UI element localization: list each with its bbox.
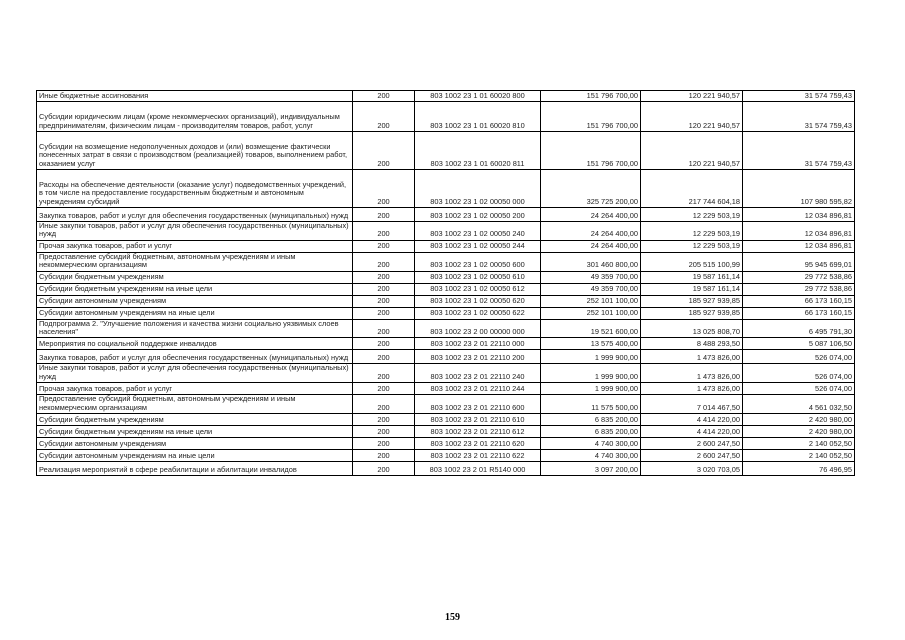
cell-line-code: 200 xyxy=(353,271,415,283)
cell-line-code: 200 xyxy=(353,426,415,438)
cell-unexecuted-amount: 12 034 896,81 xyxy=(743,240,855,252)
cell-name: Предоставление субсидий бюджетным, автономным учреждениям и иным некоммерческим организациям xyxy=(37,395,353,414)
cell-line-code: 200 xyxy=(353,462,415,476)
cell-budget-code: 803 1002 23 1 02 00050 620 xyxy=(415,295,541,307)
cell-unexecuted-amount: 526 074,00 xyxy=(743,364,855,383)
cell-line-code: 200 xyxy=(353,208,415,222)
cell-name: Расходы на обеспечение деятельности (оказание услуг) подведомственных учреждений, в том числе на предоставление государственным бюджетным и автономным учреждениям субсидий xyxy=(37,170,353,208)
cell-unexecuted-amount: 66 173 160,15 xyxy=(743,307,855,319)
cell-executed-amount: 120 221 940,57 xyxy=(641,132,743,170)
cell-budget-code: 803 1002 23 1 02 00050 240 xyxy=(415,222,541,241)
cell-executed-amount: 120 221 940,57 xyxy=(641,102,743,132)
cell-unexecuted-amount: 2 420 980,00 xyxy=(743,426,855,438)
cell-executed-amount: 3 020 703,05 xyxy=(641,462,743,476)
cell-line-code: 200 xyxy=(353,307,415,319)
cell-line-code: 200 xyxy=(353,395,415,414)
table-row xyxy=(37,208,855,222)
cell-approved-amount: 151 796 700,00 xyxy=(541,132,641,170)
cell-name: Прочая закупка товаров, работ и услуг xyxy=(37,240,353,252)
cell-approved-amount: 1 999 900,00 xyxy=(541,383,641,395)
table-row xyxy=(37,319,855,338)
cell-budget-code: 803 1002 23 2 01 22110 000 xyxy=(415,338,541,350)
cell-line-code: 200 xyxy=(353,132,415,170)
cell-executed-amount: 19 587 161,14 xyxy=(641,283,743,295)
cell-executed-amount: 1 473 826,00 xyxy=(641,350,743,364)
cell-name: Субсидии автономным учреждениям на иные цели xyxy=(37,307,353,319)
cell-approved-amount: 1 999 900,00 xyxy=(541,350,641,364)
cell-line-code: 200 xyxy=(353,295,415,307)
cell-unexecuted-amount: 76 496,95 xyxy=(743,462,855,476)
cell-budget-code: 803 1002 23 2 01 22110 240 xyxy=(415,364,541,383)
cell-name: Субсидии автономным учреждениям на иные цели xyxy=(37,450,353,462)
table-row xyxy=(37,364,855,383)
cell-budget-code: 803 1002 23 2 01 22110 612 xyxy=(415,426,541,438)
cell-budget-code: 803 1002 23 1 02 00050 000 xyxy=(415,170,541,208)
cell-line-code: 200 xyxy=(353,91,415,102)
cell-approved-amount: 24 264 400,00 xyxy=(541,222,641,241)
cell-approved-amount: 24 264 400,00 xyxy=(541,240,641,252)
cell-line-code: 200 xyxy=(353,319,415,338)
cell-budget-code: 803 1002 23 2 01 22110 622 xyxy=(415,450,541,462)
cell-budget-code: 803 1002 23 1 01 60020 811 xyxy=(415,132,541,170)
cell-name: Субсидии бюджетным учреждениям на иные цели xyxy=(37,283,353,295)
cell-approved-amount: 19 521 600,00 xyxy=(541,319,641,338)
cell-name: Иные закупки товаров, работ и услуг для обеспечения государственных (муниципальных) нужд xyxy=(37,364,353,383)
cell-unexecuted-amount: 95 945 699,01 xyxy=(743,252,855,271)
cell-unexecuted-amount: 4 561 032,50 xyxy=(743,395,855,414)
cell-line-code: 200 xyxy=(353,283,415,295)
cell-executed-amount: 185 927 939,85 xyxy=(641,307,743,319)
table-body xyxy=(37,91,855,476)
cell-approved-amount: 325 725 200,00 xyxy=(541,170,641,208)
cell-approved-amount: 301 460 800,00 xyxy=(541,252,641,271)
table-row xyxy=(37,395,855,414)
table-row xyxy=(37,438,855,450)
cell-executed-amount: 2 600 247,50 xyxy=(641,438,743,450)
cell-line-code: 200 xyxy=(353,252,415,271)
cell-unexecuted-amount: 29 772 538,86 xyxy=(743,271,855,283)
cell-approved-amount: 1 999 900,00 xyxy=(541,364,641,383)
cell-budget-code: 803 1002 23 1 02 00050 600 xyxy=(415,252,541,271)
cell-approved-amount: 24 264 400,00 xyxy=(541,208,641,222)
table-row xyxy=(37,222,855,241)
cell-budget-code: 803 1002 23 1 02 00050 622 xyxy=(415,307,541,319)
table-row xyxy=(37,240,855,252)
cell-name: Субсидии бюджетным учреждениям xyxy=(37,414,353,426)
cell-name: Предоставление субсидий бюджетным, автономным учреждениям и иным некоммерческим организациям xyxy=(37,252,353,271)
cell-name: Реализация мероприятий в сфере реабилитации и абилитации инвалидов xyxy=(37,462,353,476)
cell-approved-amount: 6 835 200,00 xyxy=(541,426,641,438)
page-number: 159 xyxy=(445,612,460,623)
cell-name: Субсидии автономным учреждениям xyxy=(37,295,353,307)
cell-executed-amount: 13 025 808,70 xyxy=(641,319,743,338)
cell-approved-amount: 11 575 500,00 xyxy=(541,395,641,414)
cell-name: Подпрограмма 2. "Улучшение положения и качества жизни социально уязвимых слоев населения" xyxy=(37,319,353,338)
cell-executed-amount: 8 488 293,50 xyxy=(641,338,743,350)
cell-line-code: 200 xyxy=(353,338,415,350)
cell-name: Иные бюджетные ассигнования xyxy=(37,91,353,102)
table-row xyxy=(37,414,855,426)
cell-approved-amount: 252 101 100,00 xyxy=(541,295,641,307)
cell-unexecuted-amount: 2 140 052,50 xyxy=(743,438,855,450)
table-row xyxy=(37,338,855,350)
cell-budget-code: 803 1002 23 2 01 22110 244 xyxy=(415,383,541,395)
table-row xyxy=(37,252,855,271)
cell-unexecuted-amount: 31 574 759,43 xyxy=(743,132,855,170)
cell-line-code: 200 xyxy=(353,450,415,462)
table-row xyxy=(37,307,855,319)
cell-approved-amount: 6 835 200,00 xyxy=(541,414,641,426)
cell-executed-amount: 4 414 220,00 xyxy=(641,414,743,426)
cell-budget-code: 803 1002 23 2 01 22110 200 xyxy=(415,350,541,364)
cell-budget-code: 803 1002 23 1 02 00050 244 xyxy=(415,240,541,252)
cell-executed-amount: 1 473 826,00 xyxy=(641,364,743,383)
cell-unexecuted-amount: 526 074,00 xyxy=(743,383,855,395)
cell-executed-amount: 19 587 161,14 xyxy=(641,271,743,283)
cell-approved-amount: 49 359 700,00 xyxy=(541,283,641,295)
cell-executed-amount: 2 600 247,50 xyxy=(641,450,743,462)
cell-line-code: 200 xyxy=(353,240,415,252)
cell-executed-amount: 7 014 467,50 xyxy=(641,395,743,414)
cell-unexecuted-amount: 526 074,00 xyxy=(743,350,855,364)
cell-line-code: 200 xyxy=(353,350,415,364)
cell-line-code: 200 xyxy=(353,438,415,450)
table-row xyxy=(37,295,855,307)
cell-budget-code: 803 1002 23 1 01 60020 810 xyxy=(415,102,541,132)
cell-budget-code: 803 1002 23 1 02 00050 612 xyxy=(415,283,541,295)
cell-name: Иные закупки товаров, работ и услуг для обеспечения государственных (муниципальных) нужд xyxy=(37,222,353,241)
cell-line-code: 200 xyxy=(353,170,415,208)
table-row xyxy=(37,102,855,132)
cell-executed-amount: 185 927 939,85 xyxy=(641,295,743,307)
cell-line-code: 200 xyxy=(353,222,415,241)
table-row xyxy=(37,426,855,438)
cell-unexecuted-amount: 12 034 896,81 xyxy=(743,222,855,241)
cell-line-code: 200 xyxy=(353,364,415,383)
cell-approved-amount: 3 097 200,00 xyxy=(541,462,641,476)
cell-name: Закупка товаров, работ и услуг для обеспечения государственных (муниципальных) нужд xyxy=(37,350,353,364)
cell-unexecuted-amount: 6 495 791,30 xyxy=(743,319,855,338)
cell-name: Закупка товаров, работ и услуг для обеспечения государственных (муниципальных) нужд xyxy=(37,208,353,222)
cell-approved-amount: 151 796 700,00 xyxy=(541,91,641,102)
cell-budget-code: 803 1002 23 2 00 00000 000 xyxy=(415,319,541,338)
table-row xyxy=(37,170,855,208)
cell-name: Прочая закупка товаров, работ и услуг xyxy=(37,383,353,395)
cell-unexecuted-amount: 29 772 538,86 xyxy=(743,283,855,295)
table-row xyxy=(37,283,855,295)
table-row xyxy=(37,462,855,476)
cell-unexecuted-amount: 12 034 896,81 xyxy=(743,208,855,222)
cell-executed-amount: 12 229 503,19 xyxy=(641,222,743,241)
cell-executed-amount: 205 515 100,99 xyxy=(641,252,743,271)
cell-name: Субсидии юридическим лицам (кроме некоммерческих организаций), индивидуальным предпринимателям, физическим лицам - производителям товаров, работ, услуг xyxy=(37,102,353,132)
cell-line-code: 200 xyxy=(353,102,415,132)
cell-approved-amount: 151 796 700,00 xyxy=(541,102,641,132)
cell-line-code: 200 xyxy=(353,383,415,395)
cell-unexecuted-amount: 2 140 052,50 xyxy=(743,450,855,462)
cell-unexecuted-amount: 31 574 759,43 xyxy=(743,91,855,102)
cell-name: Субсидии на возмещение недополученных доходов и (или) возмещение фактически понесенных затрат в связи с производством (реализацией) товаров, выполнением работ, оказанием услуг xyxy=(37,132,353,170)
cell-executed-amount: 1 473 826,00 xyxy=(641,383,743,395)
cell-unexecuted-amount: 107 980 595,82 xyxy=(743,170,855,208)
cell-unexecuted-amount: 2 420 980,00 xyxy=(743,414,855,426)
cell-executed-amount: 120 221 940,57 xyxy=(641,91,743,102)
budget-table xyxy=(36,90,855,476)
cell-unexecuted-amount: 31 574 759,43 xyxy=(743,102,855,132)
cell-budget-code: 803 1002 23 2 01 22110 610 xyxy=(415,414,541,426)
table-row xyxy=(37,383,855,395)
table-row xyxy=(37,91,855,102)
cell-budget-code: 803 1002 23 1 02 00050 610 xyxy=(415,271,541,283)
cell-name: Субсидии автономным учреждениям xyxy=(37,438,353,450)
cell-budget-code: 803 1002 23 2 01 R5140 000 xyxy=(415,462,541,476)
cell-budget-code: 803 1002 23 1 02 00050 200 xyxy=(415,208,541,222)
cell-executed-amount: 12 229 503,19 xyxy=(641,208,743,222)
cell-executed-amount: 4 414 220,00 xyxy=(641,426,743,438)
cell-executed-amount: 217 744 604,18 xyxy=(641,170,743,208)
table-row xyxy=(37,271,855,283)
cell-approved-amount: 49 359 700,00 xyxy=(541,271,641,283)
cell-line-code: 200 xyxy=(353,414,415,426)
cell-name: Субсидии бюджетным учреждениям xyxy=(37,271,353,283)
cell-budget-code: 803 1002 23 1 01 60020 800 xyxy=(415,91,541,102)
table-row xyxy=(37,350,855,364)
table-row xyxy=(37,450,855,462)
cell-executed-amount: 12 229 503,19 xyxy=(641,240,743,252)
cell-approved-amount: 13 575 400,00 xyxy=(541,338,641,350)
cell-name: Мероприятия по социальной поддержке инвалидов xyxy=(37,338,353,350)
cell-approved-amount: 4 740 300,00 xyxy=(541,450,641,462)
cell-budget-code: 803 1002 23 2 01 22110 620 xyxy=(415,438,541,450)
cell-approved-amount: 252 101 100,00 xyxy=(541,307,641,319)
cell-approved-amount: 4 740 300,00 xyxy=(541,438,641,450)
table-row xyxy=(37,132,855,170)
cell-unexecuted-amount: 5 087 106,50 xyxy=(743,338,855,350)
cell-unexecuted-amount: 66 173 160,15 xyxy=(743,295,855,307)
cell-budget-code: 803 1002 23 2 01 22110 600 xyxy=(415,395,541,414)
cell-name: Субсидии бюджетным учреждениям на иные цели xyxy=(37,426,353,438)
